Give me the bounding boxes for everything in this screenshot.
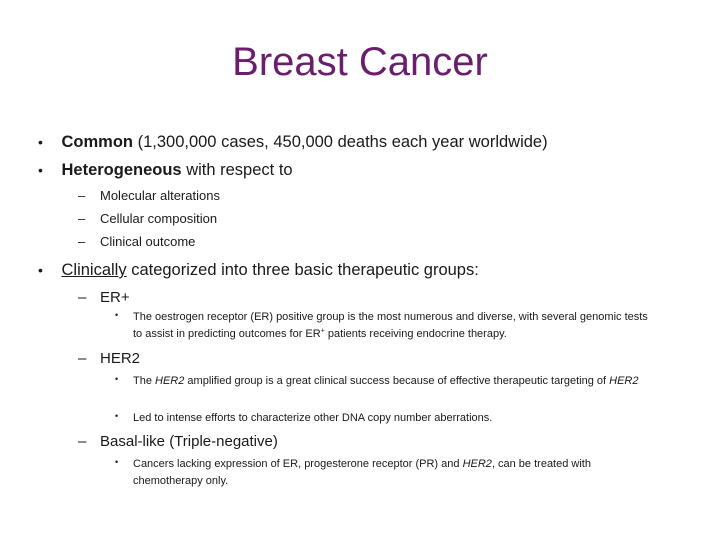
- dash-icon: –: [78, 188, 86, 203]
- group-basal: [78, 433, 278, 451]
- bullet-dot-icon: •: [115, 374, 119, 384]
- list-item: [78, 188, 220, 204]
- dash-icon: –: [78, 350, 87, 367]
- dash-icon: –: [78, 211, 86, 226]
- er-text: The oestrogen receptor (ER) positive group is the most numerous and diverse, with several genomic tests to assist in predicting outcomes for ER: [133, 311, 648, 340]
- bullet-dot-icon: •: [115, 411, 119, 421]
- slide-title: Breast Cancer: [232, 40, 488, 84]
- basal-italic: HER2: [462, 458, 492, 470]
- heterogeneous-text: with respect to: [181, 161, 293, 179]
- er-text-end: patients receiving endocrine therapy.: [324, 327, 507, 340]
- basal-text: Cancers lacking expression of ER, progesterone receptor (PR) and: [133, 458, 463, 470]
- group-basal-detail: [115, 456, 655, 489]
- bullet-clinically: [38, 261, 479, 281]
- bold-common: Common: [61, 133, 133, 151]
- bullet-dot-icon: •: [115, 457, 119, 467]
- her2-text-2: Led to intense efforts to characterize other DNA copy number aberrations.: [133, 412, 493, 424]
- list-item-label: Cellular composition: [100, 211, 218, 226]
- group-label: HER2: [100, 350, 141, 367]
- bullet-dot-icon: •: [38, 134, 43, 150]
- list-item-label: Clinical outcome: [100, 234, 196, 249]
- list-item: [78, 234, 195, 250]
- bold-heterogeneous: Heterogeneous: [61, 161, 182, 179]
- basal-text-end: , can be treated with chemotherapy only.: [133, 458, 591, 487]
- group-her2: [78, 350, 140, 368]
- group-label: Basal-like (Triple-negative): [100, 433, 278, 450]
- group-her2-detail-2: [115, 410, 655, 427]
- bullet-heterogeneous: [38, 161, 293, 181]
- her2-text: The: [133, 375, 156, 387]
- group-her2-detail-1: [115, 373, 655, 390]
- underlined-clinically: Clinically: [61, 261, 127, 279]
- her2-text-mid: amplified group is a great clinical success because of effective therapeutic targeting of: [184, 375, 610, 387]
- group-er: [78, 289, 130, 307]
- her2-italic-end: HER2: [609, 375, 639, 387]
- bullet-dot-icon: •: [38, 262, 43, 278]
- dash-icon: –: [78, 234, 86, 249]
- dash-icon: –: [78, 433, 87, 450]
- bullet-dot-icon: •: [38, 162, 43, 178]
- bullet-dot-icon: •: [115, 310, 119, 320]
- group-er-detail: [115, 309, 655, 342]
- list-item: [78, 211, 217, 227]
- list-item-label: Molecular alterations: [100, 188, 220, 203]
- bullet-common: [38, 133, 548, 153]
- er-sup: +: [320, 326, 325, 334]
- dash-icon: –: [78, 289, 87, 306]
- common-text: (1,300,000 cases, 450,000 deaths each year worldwide): [133, 133, 548, 151]
- group-label: ER+: [100, 289, 130, 306]
- her2-italic: HER2: [155, 375, 185, 387]
- clinically-text: categorized into three basic therapeutic groups:: [126, 261, 479, 279]
